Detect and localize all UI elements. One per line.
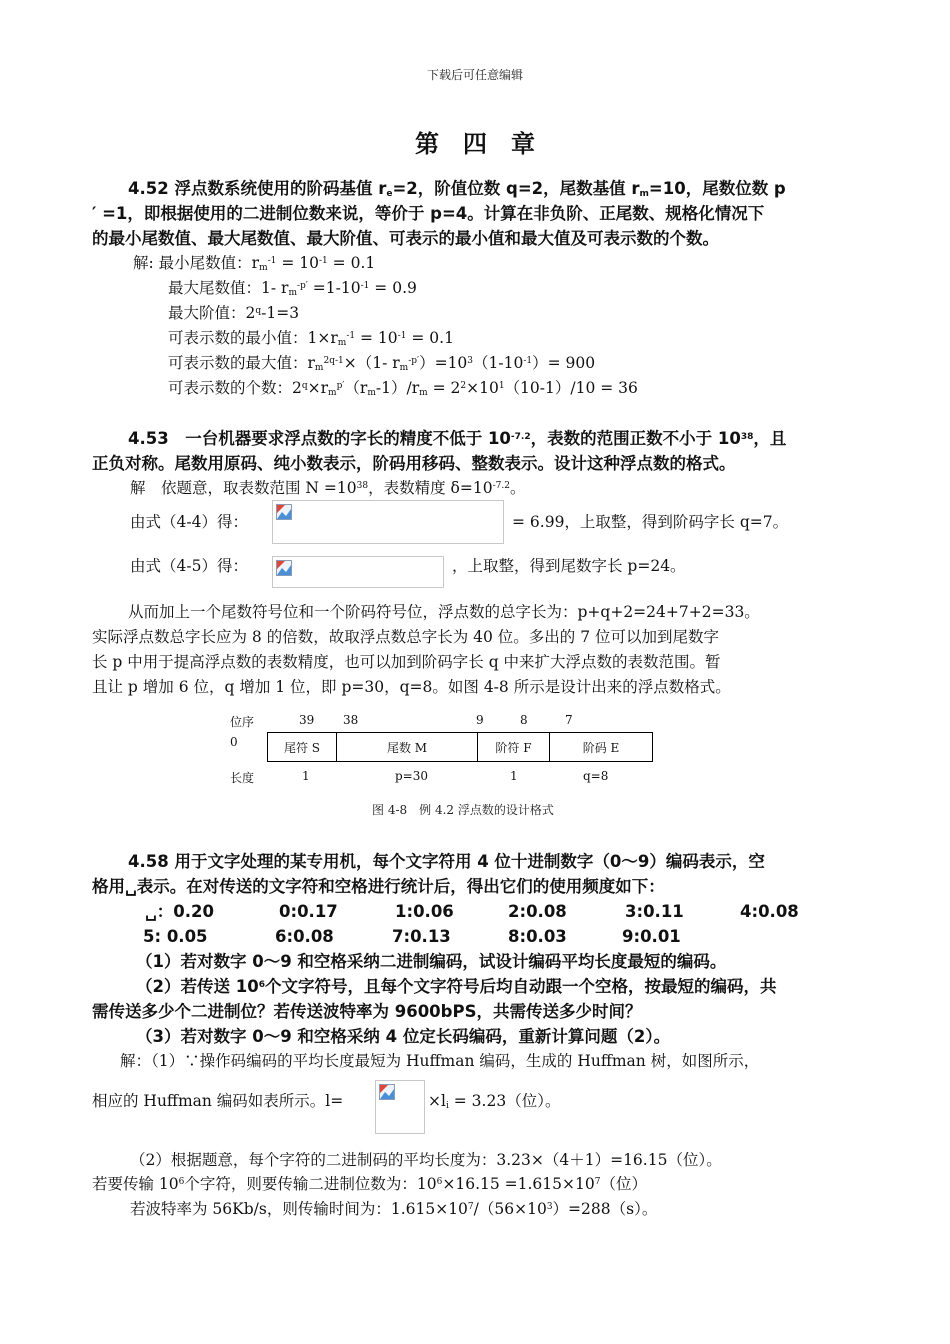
field-exponent-e: 阶码 E [550, 733, 653, 762]
format-position-label-zero: 0 [230, 735, 238, 749]
format-pos-8: 8 [520, 713, 528, 727]
field-sign-s: 尾符 S [268, 733, 337, 762]
freq-0: 0:0.17 [279, 902, 338, 921]
formula-4-4-image [272, 500, 504, 544]
huffman-formula-image [375, 1080, 425, 1134]
q458-sub2-line2: 需传送多少个二进制位？若传送波特率为 9600bPS，共需传送多少时间？ [92, 1002, 642, 1021]
float-format-table [267, 732, 653, 762]
q453-line2: 正负对称。尾数用原码、纯小数表示，阶码用移码、整数表示。设计这种浮点数的格式。 [92, 454, 736, 473]
q453-para-line2: 实际浮点数总字长应为 8 的倍数，故取浮点数总字长为 40 位。多出的 7 位可以加到尾数字 [92, 628, 720, 646]
q458-answer-part2-line2: 若要传输 $10^6$个字符，则要传输二进制位数为：$10^6\times 16.15 =1.615\times 10^7$（位） [92, 1175, 647, 1193]
format-pos-39: 39 [299, 713, 315, 727]
q458-sub1: （1）若对数字 0～9 和空格采纳二进制编码，试设计编码平均长度最短的编码。 [136, 952, 727, 971]
broken-image-icon [276, 560, 292, 576]
freq-8: 8:0.03 [508, 927, 567, 946]
formula-4-4-result: = 6.99，上取整，得到阶码字长 q=7。 [512, 513, 789, 531]
freq-5: 5: 0.05 [143, 927, 208, 946]
freq-space: ␣：0.20 [145, 902, 215, 921]
broken-image-icon [379, 1084, 395, 1100]
format-len-m: p=30 [395, 769, 429, 783]
freq-9: 9:0.01 [622, 927, 681, 946]
formula-4-5-label: 由式（4-5）得： [130, 557, 248, 575]
field-mantissa-m: 尾数 M [337, 733, 478, 762]
format-len-f: 1 [510, 769, 518, 783]
format-len-e: q=8 [583, 769, 609, 783]
freq-1: 1:0.06 [395, 902, 454, 921]
q458-line2: 格用␣表示。在对传送的文字符和空格进行统计后，得出它们的使用频度如下： [92, 877, 665, 896]
q452-line1: 4.52 浮点数系统使用的阶码基值 $r_e=2$，阶值位数 q=2，尾数基值 $r_m=10$，尾数位数 p [128, 179, 786, 199]
q452-line2: ′ =1，即根据使用的二进制位数来说，等价于 p=4。计算在非负阶、正尾数、规格化情况下 [92, 204, 765, 223]
formula-4-4-label: 由式（4-4）得： [130, 513, 248, 531]
field-sign-f: 阶符 F [478, 733, 550, 762]
q452-answer-max-mantissa: 最大尾数值：1- $r_m^{-p'} =1-10^{-1} = 0.9$ [168, 279, 417, 298]
q458-sub3: （3）若对数字 0～9 和空格采纳 4 位定长码编码，重新计算问题（2）。 [136, 1027, 671, 1046]
q458-answer-part2-line3: 若波特率为 56Kb/s，则传输时间为：$1.615\times 10^7/(56\times 10^3)=288(s)$。 [130, 1200, 658, 1218]
q458-answer-part2-line1: （2）根据题意，每个字符的二进制码的平均长度为：3.23×（4＋1）=16.15（位）。 [130, 1151, 722, 1169]
q458-sub2-line1: （2）若传送 $10^6$个文字符号，且每个文字符号后均自动跟一个空格，按最短的编码，共 [136, 977, 777, 996]
q458-answer-line1: 解：（1）∵操作码编码的平均长度最短为 Huffman 编码，生成的 Huffman 树，如图所示， [120, 1052, 760, 1070]
format-position-label: 位序 [230, 715, 255, 729]
q452-answer-min-value: 可表示数的最小值：$1\times r_m^{-1} = 10^{-1} = 0.1$ [168, 329, 454, 348]
q453-para-line3: 长 p 中用于提高浮点数的表数精度，也可以加到阶码字长 q 中来扩大浮点数的表数范围。暂 [92, 653, 721, 671]
freq-2: 2:0.08 [508, 902, 567, 921]
freq-4: 4:0.08 [740, 902, 799, 921]
format-length-label: 长度 [230, 771, 255, 785]
freq-7: 7:0.13 [392, 927, 451, 946]
freq-3: 3:0.11 [625, 902, 684, 921]
freq-6: 6:0.08 [275, 927, 334, 946]
q452-answer-min-mantissa: 解: 最小尾数值：$r_m^{-1} = 10^{-1} = 0.1$ [133, 254, 376, 273]
format-len-s: 1 [302, 769, 310, 783]
q458-line1: 4.58 用于文字处理的某专用机，每个文字符用 4 位十进制数字（0～9）编码表示，空 [128, 852, 765, 871]
q453-para-line1: 从而加上一个尾数符号位和一个阶码符号位，浮点数的总字长为：p+q+2=24+7+2=33。 [128, 603, 760, 621]
q452-answer-max-value: 可表示数的最大值：$r_m^{2q-1}\times(1-$ $r_m^{-p'})=10^3(1-10^{-1})= 900$ [168, 354, 596, 373]
q452-answer-count: 可表示数的个数：$2^q\times r_m^{p'}(r_m-1)/r_m = 2^2\times 10^1(10-1)/10 = 36$ [168, 379, 638, 398]
q458-answer-line2-post: $\times l_i = 3.23$（位）。 [428, 1092, 561, 1111]
formula-4-5-image [272, 556, 444, 588]
q453-answer-intro: 解 依题意，取表数范围 $N =10^{38}$，表数精度 $\delta=10^{-7.2}$。 [130, 479, 526, 497]
q453-para-line4: 且让 p 增加 6 位，q 增加 1 位，即 p=30，q=8。如图 4-8 所示是设计出来的浮点数格式。 [92, 678, 731, 696]
formula-4-5-result: ，上取整，得到尾数字长 p=24。 [452, 557, 686, 575]
float-format-row [268, 733, 653, 762]
q452-line3: 的最小尾数值、最大尾数值、最大阶值、可表示的最小值和最大值及可表示数的个数。 [92, 229, 719, 248]
format-pos-38: 38 [343, 713, 359, 727]
format-pos-7: 7 [565, 713, 573, 727]
q458-answer-line2-pre: 相应的 Huffman 编码如表所示。l= [92, 1092, 344, 1110]
chapter-title: 第 四 章 [415, 130, 535, 158]
broken-image-icon [276, 504, 292, 520]
format-pos-9: 9 [476, 713, 484, 727]
q453-line1: 4.53 一台机器要求浮点数的字长的精度不低于 $10^{-7.2}$，表数的范围正数不小于 $10^{38}$，且 [128, 429, 787, 448]
figure-4-8-caption: 图 4-8 例 4.2 浮点数的设计格式 [372, 803, 554, 817]
q452-answer-max-exponent: 最大阶值：$2^q-1=3$ [168, 304, 300, 322]
page-header: 下载后可任意编辑 [426, 68, 523, 82]
